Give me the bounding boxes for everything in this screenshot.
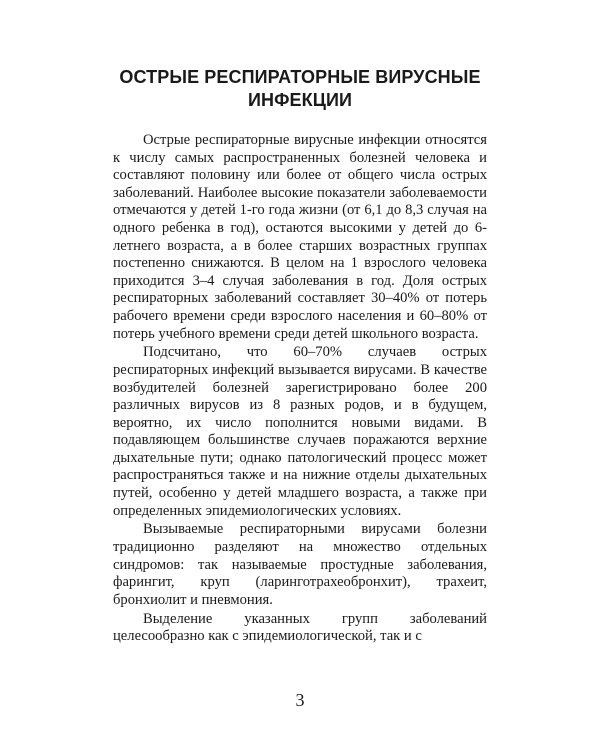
paragraph-1: Острые респираторные вирусные инфекции относятся к числу самых распространенных болезней человека и составляют половину или более от общего числа острых заболеваний. Наиболее высокие показатели заболеваемости отмечаются у детей 1-го года жизни (от 6,1 до 8,3 случая на одного ребенка в год), остаются высокими у детей до 6-летнего возраста, а в более старших возрастных группах постепенно снижаются. В целом на 1 взрослого человека приходится 3–4 случая заболевания в год. Доля острых респираторных заболеваний составляет 30–40% от потерь рабочего времени среди взрослого населения и 60–80% от потерь учебного времени среди детей школьного возраста. [113,132,487,342]
page-title [60,66,540,112]
paragraph-3: Вызываемые респираторными вирусами болезни традиционно разделяют на множество отдельных синдромов: так называемые простудные заболевания, фарингит, круп (ларинготрахеобронхит), трахеит, бронхиолит и пневмония. [113,521,487,608]
page-number: 3 [295,690,305,710]
title-line-1: ОСТРЫЕ РЕСПИРАТОРНЫЕ ВИРУСНЫЕ [119,67,481,87]
paragraph-4: Выделение указанных групп заболеваний целесообразно как с эпидемиологической, так и с [113,610,487,645]
title-line-2: ИНФЕКЦИИ [247,90,353,110]
paragraph-2: Подсчитано, что 60–70% случаев острых респираторных инфекций вызывается вирусами. В качестве возбудителей болезней зарегистрировано более 200 различных вирусов из 8 разных родов, и в будущем, вероятно, их число пополнится новыми видами. В подавляющем большинстве случаев поражаются верхние дыхательные пути; однако патологический процесс может распространяться также и на нижние отделы дыхательных путей, особенно у детей младшего возраста, а также при определенных эпидемиологических условиях. [113,344,487,519]
body-text [113,132,487,647]
